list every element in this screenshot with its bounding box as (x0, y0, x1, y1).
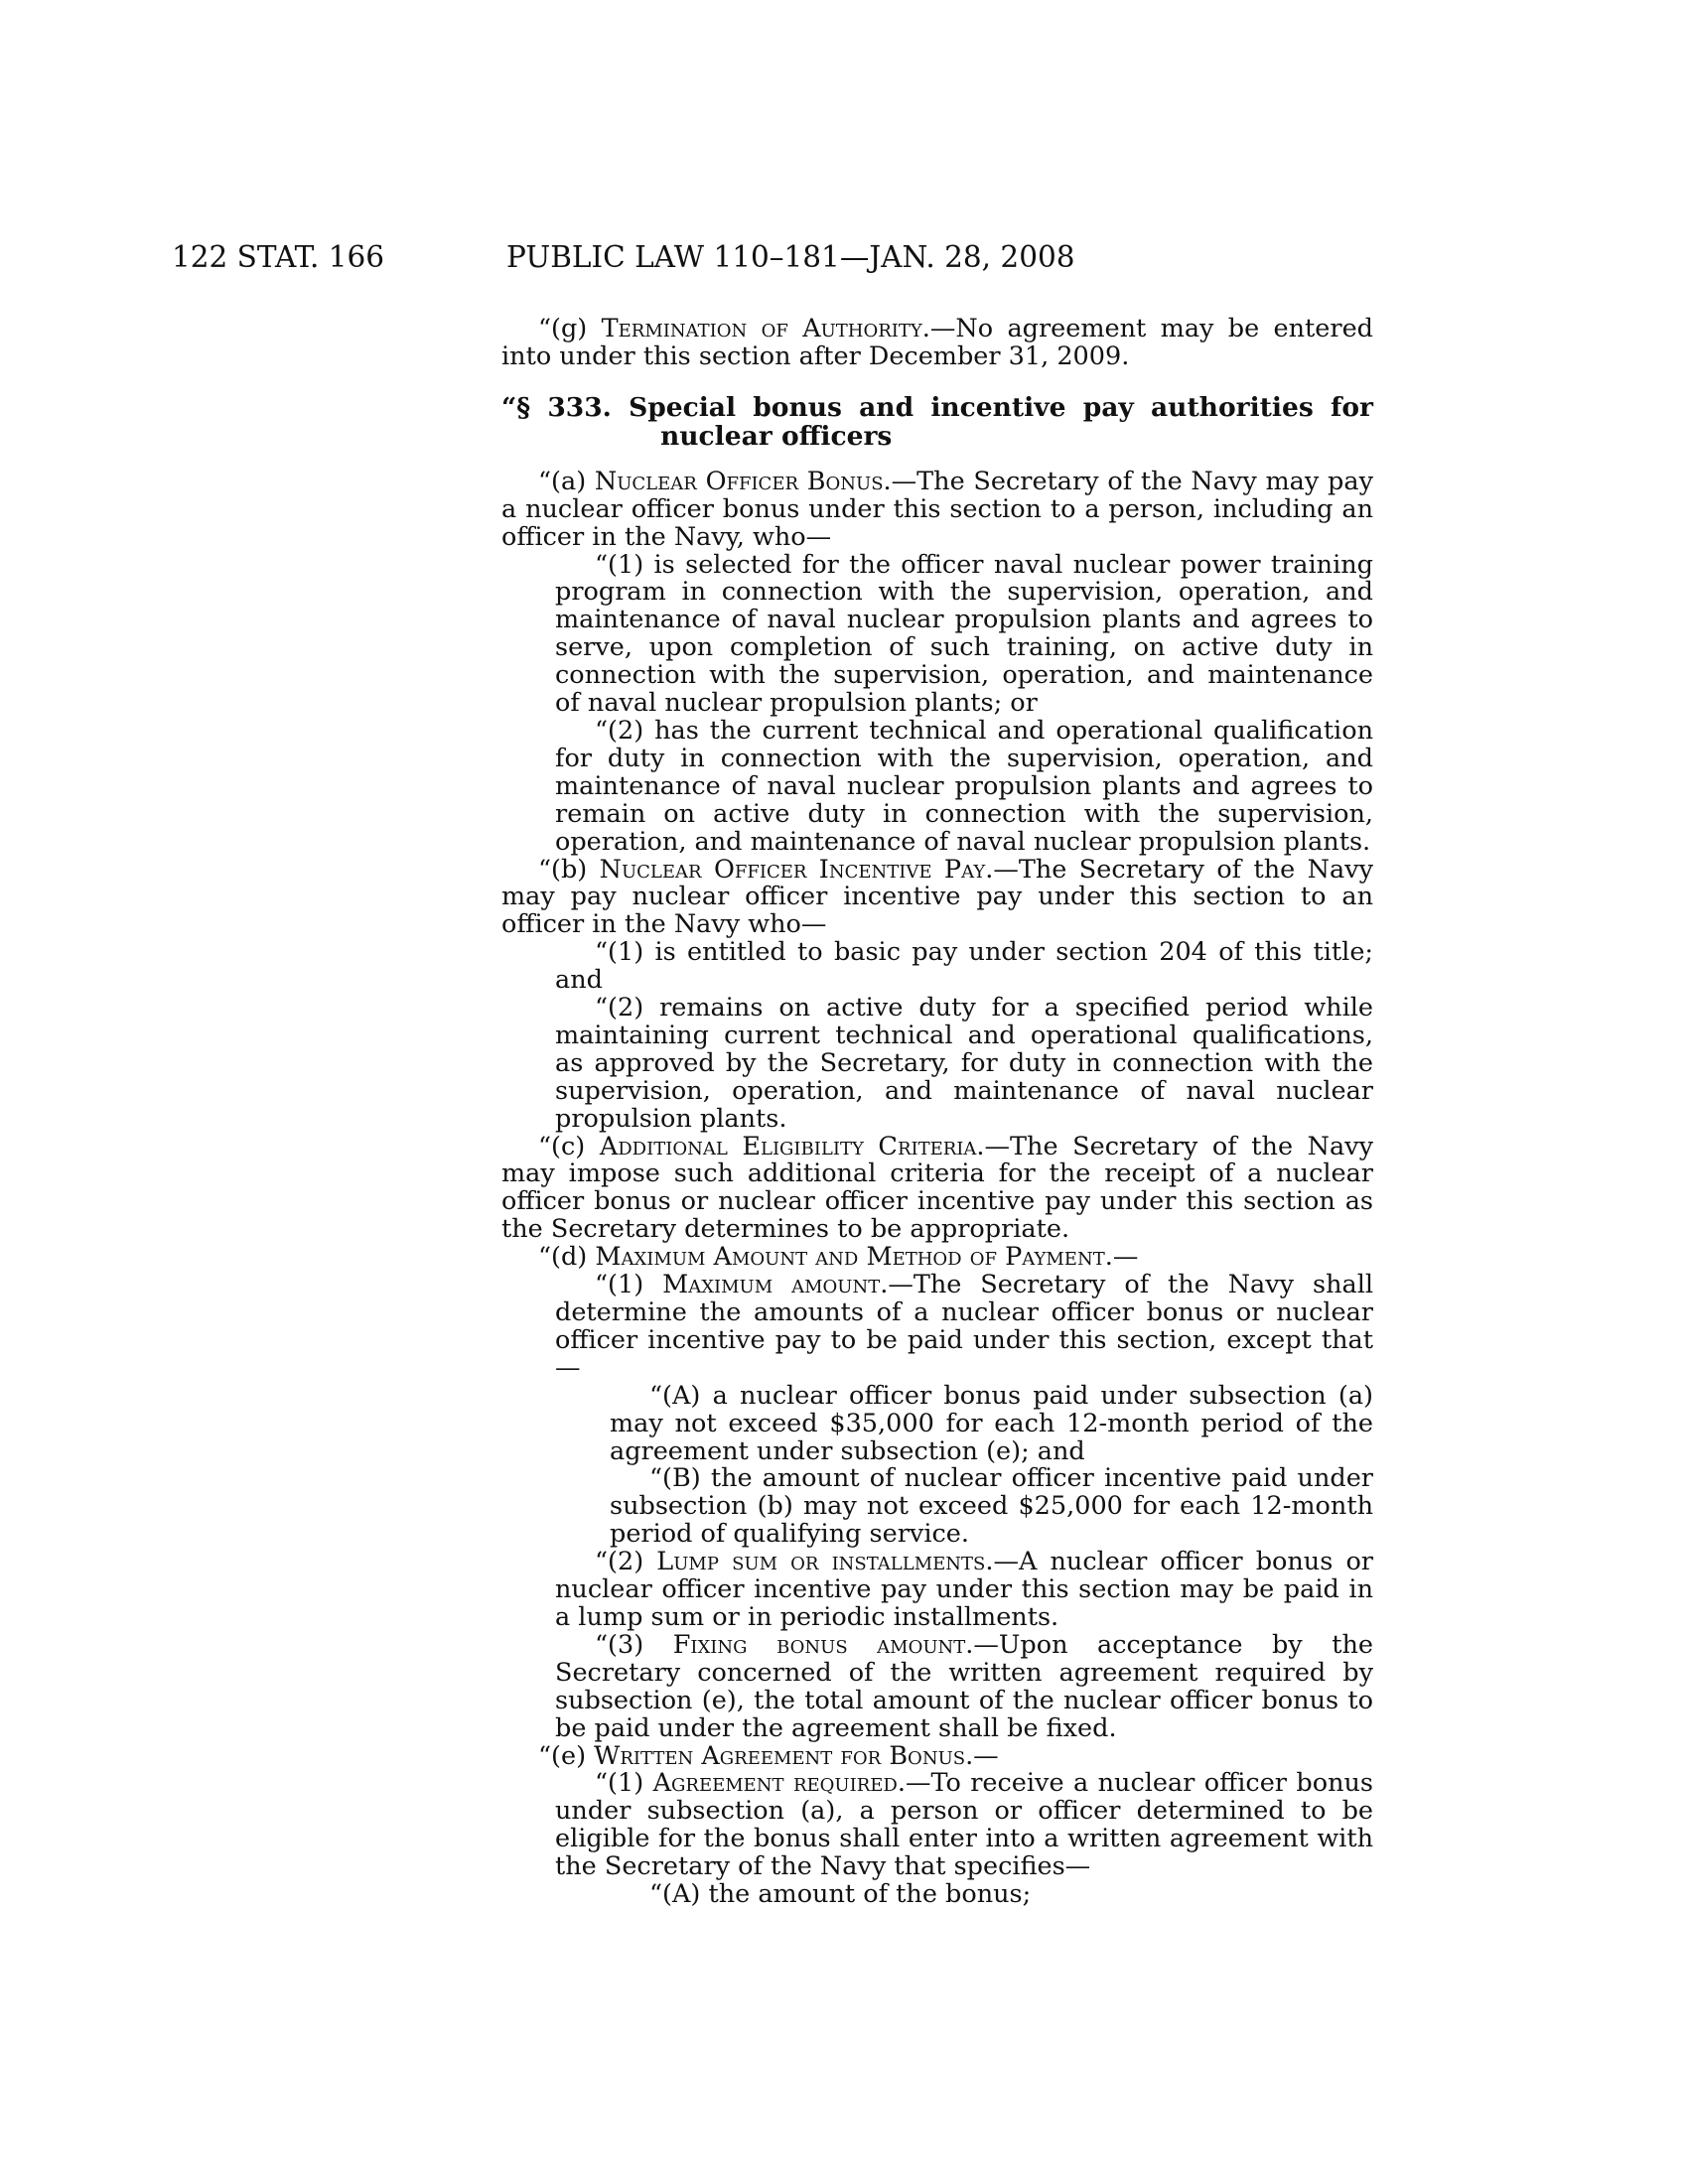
section-heading: “§ 333. Special bonus and incentive pay authorities for nuclear officers (501, 391, 1373, 452)
running-head: PUBLIC LAW 110–181—JAN. 28, 2008 (506, 240, 1075, 274)
subsection-d: “(d) Maximum Amount and Method of Payment.— (538, 1242, 1139, 1273)
stat-page-number: 122 STAT. 166 (172, 240, 385, 274)
paragraph-e-1-heading: Agreement required. (652, 1768, 906, 1799)
paragraph-b-1: “(1) is entitled to basic pay under section 204 of this title; and (555, 937, 1373, 996)
subsection-g: “(g) Termination of Authority.—No agreement may be entered into under this section after December 31, 2009. (501, 314, 1373, 371)
subsection-c: “(c) Additional Eligibility Criteria.—The Secretary of the Navy may impose such additional criteria for the receipt of a nuclear officer bonus or nuclear officer incentive pay under this section as the Secretary determines to be appropriate. (501, 1131, 1373, 1245)
paragraph-d-1-heading: Maximum amount. (662, 1270, 889, 1300)
subsection-b-heading: Nuclear Officer Incentive Pay. (599, 854, 994, 885)
subsection-e: “(e) Written Agreement for Bonus.— (538, 1740, 999, 1771)
paragraph-d-2-heading: Lump sum or installments. (656, 1547, 994, 1577)
subsection-e-heading: Written Agreement for Bonus. (594, 1740, 974, 1771)
subsection-a: “(a) Nuclear Officer Bonus.—The Secretary of the Navy may pay a nuclear officer bonus under this section to a person, including an officer in the Navy, who— (501, 466, 1373, 552)
subsection-c-heading: Additional Eligibility Criteria. (599, 1131, 985, 1161)
paragraph-d-1: “(1) Maximum amount.—The Secretary of the Navy shall determine the amounts of a nuclear officer bonus or nuclear officer incentive pay to be paid under this section, except that— (555, 1270, 1374, 1383)
paragraph-d-2: “(2) Lump sum or installments.—A nuclear officer bonus or nuclear officer incentive pay under this section may be paid in a lump sum or in periodic installments. (555, 1547, 1373, 1632)
subsection-b: “(b) Nuclear Officer Incentive Pay.—The Secretary of the Navy may pay nuclear officer incentive pay under this section to an officer in the Navy who— (501, 854, 1373, 940)
paragraph-d-3: “(3) Fixing bonus amount.—Upon acceptance by the Secretary concerned of the written agreement required by subsection (e), the total amount of the nuclear officer bonus to be paid under the agreement shall be fixed. (555, 1629, 1374, 1743)
subparagraph-d-1-B: “(B) the amount of nuclear officer incentive paid under subsection (b) may not exceed $25,000 for each 12-month period of qualifying service. (610, 1463, 1373, 1550)
paragraph-e-1: “(1) Agreement required.—To receive a nuclear officer bonus under subsection (a), a person or officer determined to be eligible for the bonus shall enter into a written agreement with the Secretary of the Navy that specifies— (555, 1768, 1374, 1882)
subsection-a-heading: Nuclear Officer Bonus. (594, 466, 892, 496)
subsection-d-heading: Maximum Amount and Method of Payment. (595, 1242, 1113, 1273)
document-body (501, 316, 1373, 1909)
page-header (0, 240, 1688, 284)
paragraph-a-1: “(1) is selected for the officer naval nuclear power training program in connection with the supervision, operation, and maintenance of naval nuclear propulsion plants and agrees to serve, upon completion of such training, on active duty in connection with the supervision, operation, and maintenance of naval nuclear propulsion plants; or (555, 549, 1373, 719)
subparagraph-d-1-A: “(A) a nuclear officer bonus paid under subsection (a) may not exceed $35,000 for each 12-month period of the agreement under subsection (e); and (610, 1380, 1373, 1466)
subparagraph-e-1-A: “(A) the amount of the bonus; (649, 1879, 1032, 1910)
paragraph-a-2: “(2) has the current technical and operational qualification for duty in connection with the supervision, operation, and maintenance of naval nuclear propulsion plants and agrees to remain on active duty in connection with the supervision, operation, and maintenance of naval nuclear propulsion plants. (555, 715, 1373, 857)
paragraph-b-2: “(2) remains on active duty for a specified period while maintaining current technical and operational qualifications, as approved by the Secretary, for duty in connection with the supervision, operation, and maintenance of naval nuclear propulsion plants. (555, 993, 1373, 1134)
paragraph-d-3-heading: Fixing bonus amount. (672, 1629, 974, 1660)
subsection-g-heading: Termination of Authority. (601, 314, 930, 343)
